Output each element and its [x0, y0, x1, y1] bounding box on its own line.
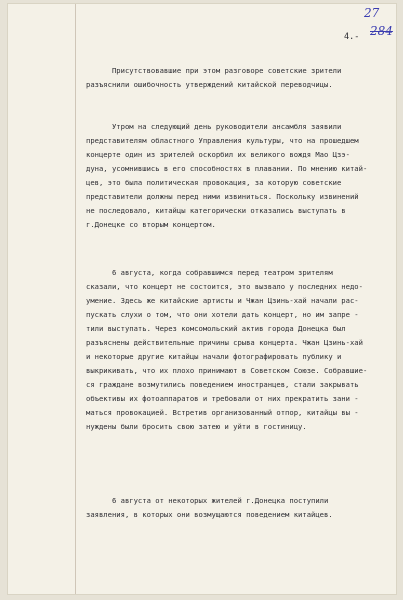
text-line: Присутствовавшие при этом разговоре советские зрители: [86, 66, 342, 75]
paragraph-2: [86, 120, 386, 232]
text-line: тили выступать. Через комсомольский актив города Донецка был: [86, 324, 346, 333]
text-line: разъяснены действительные причины срыва концерта. Чжан Цзинь-хай: [86, 338, 363, 347]
text-line: ся граждане возмутились поведением иностранцев, стали закрывать: [86, 380, 359, 389]
old-page-number: 284: [370, 24, 393, 38]
paragraph-3: [86, 266, 386, 434]
document-page: [8, 4, 396, 594]
margin-rule: [75, 4, 76, 594]
text-line: не последовало, китайцы категорически отказались выступать в: [86, 206, 346, 215]
text-line: заявления, в которых они возмущаются поведением китайцев.: [86, 510, 333, 519]
page-label: 4.-: [344, 32, 360, 42]
text-line: пускать слухи о том, что они хотели дать концерт, но им запре -: [86, 310, 359, 319]
text-line: представители должны перед ними извиниться. Поскольку извинений: [86, 192, 359, 201]
text-line: дуна, усомнившись в его способностях в плавании. По мнению китай-: [86, 164, 368, 173]
text-line: и некоторые другие китайцы начали фотографировать публику и: [86, 352, 342, 361]
text-line: концерте один из зрителей оскорбил их великого вождя Мао Цзэ-: [86, 150, 350, 159]
text-line: 6 августа, когда собравшимся перед театром зрителям: [86, 268, 333, 277]
text-line: выкрикивать, что их плохо принимают в Советском Союзе. Собравшие-: [86, 366, 368, 375]
text-line: разъяснили ошибочность утверждений китайской переводчицы.: [86, 80, 333, 89]
text-line: сказали, что концерт не состоится, это вызвало у последних недо-: [86, 282, 363, 291]
text-line: представителям областного Управления культуры, что на прошедшем: [86, 136, 359, 145]
text-line: г.Донецке со вторым концертом.: [86, 220, 216, 229]
text-line: 6 августа от некоторых жителей г.Донецка поступили: [86, 496, 329, 505]
paragraph-4: [86, 494, 386, 522]
text-line: умение. Здесь же китайские артисты и Чжан Цзинь-хай начали рас-: [86, 296, 359, 305]
text-line: нуждены были бросить свою затею и уйти в гостиницу.: [86, 422, 307, 431]
archive-page-number: 27: [364, 6, 380, 20]
text-line: объективы их фотоаппаратов и требовали от них прекратить зани -: [86, 394, 359, 403]
text-line: маться провокацией. Встретив организованный отпор, китайцы вы -: [86, 408, 359, 417]
paragraph-1: [86, 64, 386, 92]
text-line: цев, это была политическая провокация, за которую советские: [86, 178, 342, 187]
text-line: Утром на следующий день руководители ансамбля заявили: [86, 122, 342, 131]
